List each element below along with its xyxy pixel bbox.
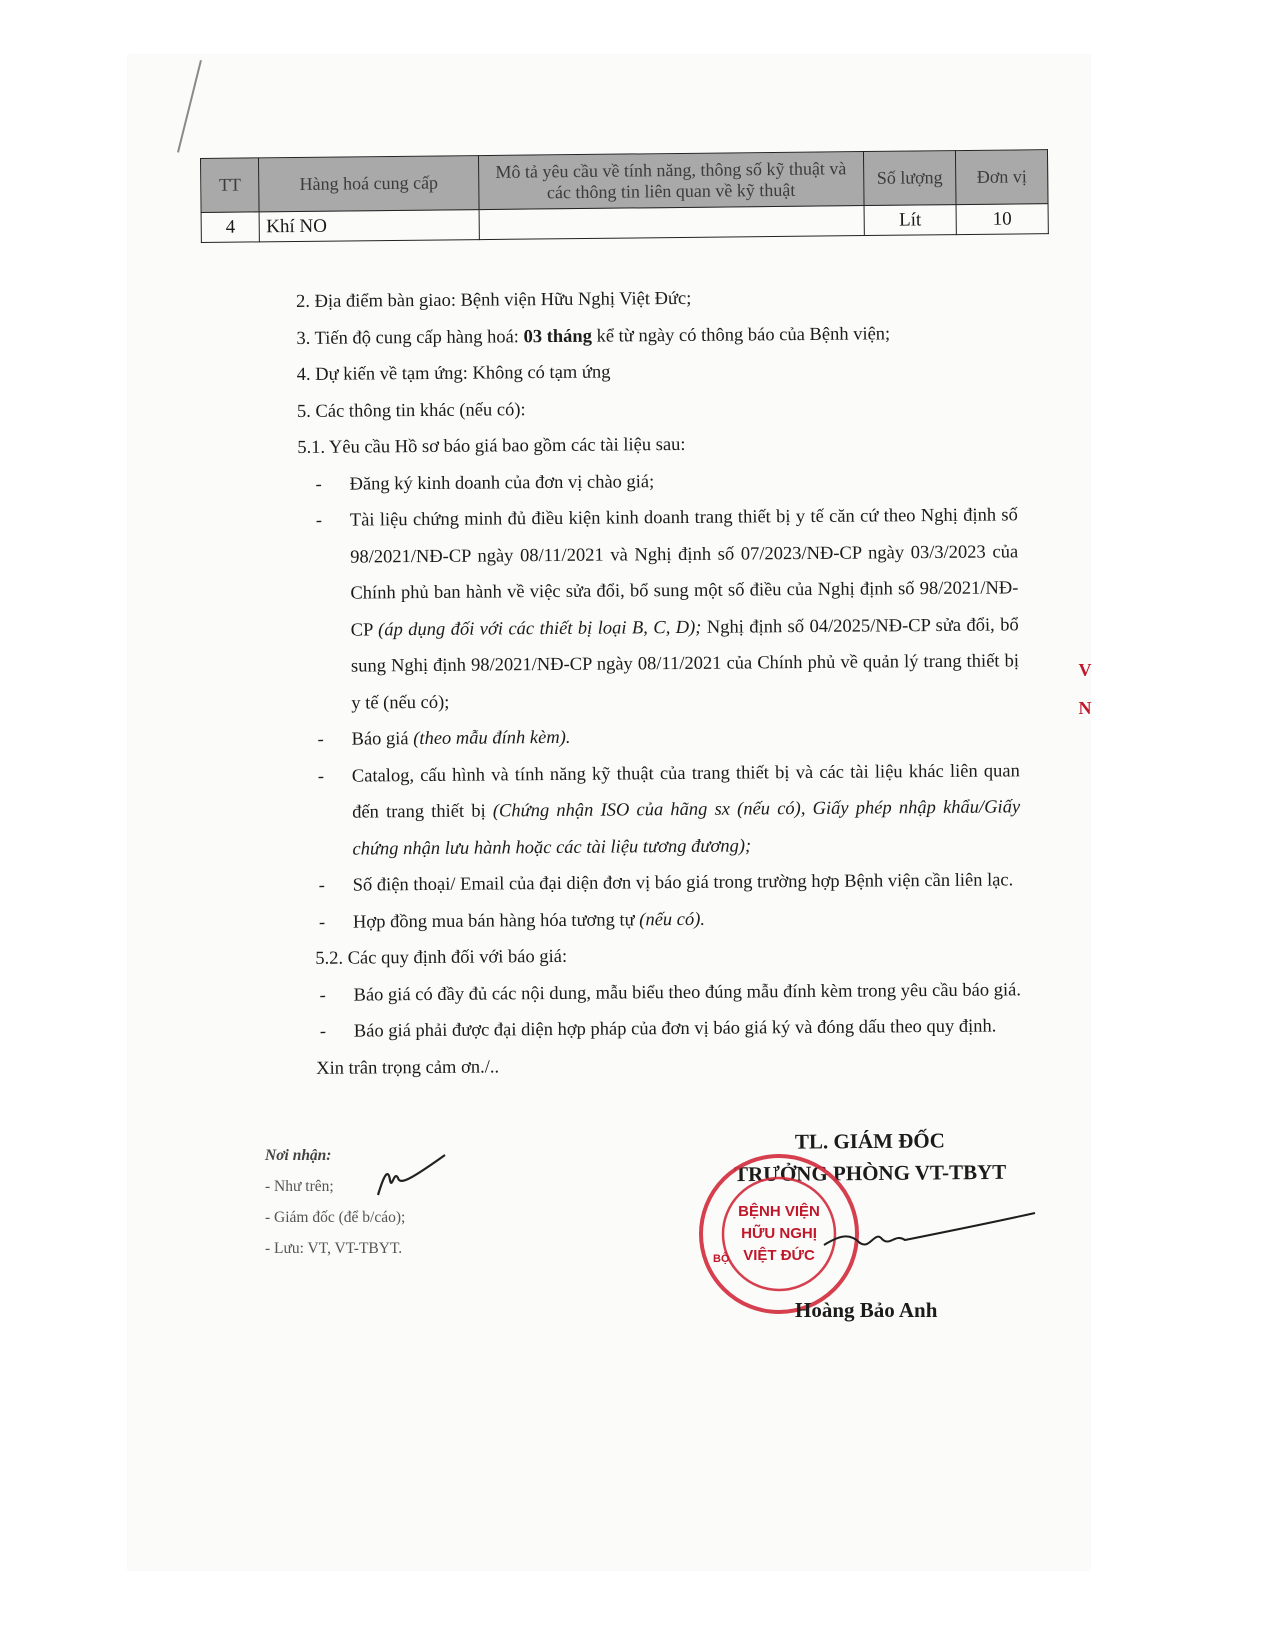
list-item	[298, 497, 1020, 722]
bullet-dash: -	[319, 985, 326, 1006]
b6-text: Hợp đồng mua bán hàng hóa tương tự	[352, 909, 640, 933]
col-goods: Hàng hoá cung cấp	[259, 156, 479, 212]
b3-text: Báo giá	[351, 729, 414, 750]
bullet-dash: -	[319, 1021, 327, 1042]
b2-text: Tài liệu chứng minh đủ điều kiện kinh doanh trang thiết bị y tế căn cứ theo Nghị định số 98/2021/NĐ-CP ngày 08/11/2021 và Nghị định số 07/2023/NĐ-CP ngày 03/3/2023 của Chính phủ ban hành về việc sửa đổi, bổ sung một số điều của Nghị định số 98/2021/NĐ-CP	[349, 505, 1019, 641]
document-body	[296, 278, 1022, 1087]
col-description: Mô tả yêu cầu về tính năng, thông số kỹ thuật và các thông tin liên quan về kỹ thuật	[478, 152, 864, 210]
bullet-dash: -	[317, 729, 324, 750]
col-quantity: Số lượng	[863, 151, 956, 206]
list-item	[302, 1008, 1022, 1050]
cell-tt: 4	[201, 212, 260, 243]
table-header-row	[201, 150, 1049, 213]
cell-unit: 10	[956, 204, 1048, 235]
bullet-dash: -	[317, 766, 325, 787]
bullet-dash: -	[315, 474, 322, 495]
item3-bold: 03 tháng	[523, 326, 592, 347]
signer-name: Hoàng Bảo Anh	[795, 1298, 938, 1322]
edge-stamp-marks	[1070, 595, 1100, 727]
stamp-line-3: VIỆT ĐỨC	[743, 1247, 815, 1264]
bullet-text: Báo giá phải được đại diện hợp pháp của đơn vị báo giá ký và đóng dấu theo quy định.	[353, 1016, 997, 1042]
item3-post: kể từ ngày có thông báo của Bệnh viện;	[591, 323, 891, 347]
bullet-dash: -	[318, 875, 325, 896]
cell-description	[479, 206, 865, 240]
bullet-dash: -	[318, 912, 326, 933]
bullet-text: Số điện thoại/ Email của đại diện đơn vị báo giá trong trường hợp Bệnh viện cần liên lạc.	[352, 870, 1014, 896]
item-supply-schedule	[296, 315, 1016, 357]
list-item	[299, 716, 1019, 758]
b6-italic: (nếu có).	[639, 909, 706, 930]
list-item	[301, 972, 1021, 1014]
goods-table	[200, 149, 1049, 243]
item-5-1: 5.1. Yêu cầu Hồ sơ báo giá bao gồm các tài liệu sau:	[297, 434, 686, 458]
b3-italic: (theo mẫu đính kèm).	[413, 727, 571, 750]
signature-title: TL. GIÁM ĐỐC	[794, 1128, 945, 1154]
recipients-header: Nơi nhận:	[265, 1147, 332, 1164]
edge-mark: N	[1078, 698, 1092, 718]
b2-italic: (áp dụng đối với các thiết bị loại B, C, D);	[378, 617, 702, 640]
bullet-text: Đăng ký kinh doanh của đơn vị chào giá;	[349, 471, 655, 495]
stamp-edge-text: BỘ	[713, 1253, 730, 1265]
recipient-item: - Giám đốc (để b/cáo);	[265, 1209, 406, 1226]
bullet-text	[350, 497, 1020, 721]
b4-italic: (Chứng nhận ISO của hãng sx (nếu có), Giấy phép nhập khẩu/Giấy chứng nhận lưu hành hoặc các tài liệu tương đương);	[352, 797, 1021, 860]
closing-line: Xin trân trọng cảm ơn./..	[316, 1056, 500, 1079]
edge-mark: V	[1078, 660, 1092, 680]
item-advance: 4. Dự kiến về tạm ứng: Không có tạm ứng	[296, 362, 611, 385]
director-signature	[820, 1205, 1040, 1265]
col-tt: TT	[201, 158, 260, 213]
item-delivery-location: 2. Địa điểm bàn giao: Bệnh viện Hữu Nghị Việt Đức;	[296, 288, 692, 312]
b2-post: Nghị định số 04/2025/NĐ-CP sửa đổi, bổ sung Nghị định 98/2021/NĐ-CP ngày 08/11/2021 của Chính phủ về quản lý trang thiết bị y tế (nếu có);	[350, 614, 1020, 714]
b4-text: Catalog, cấu hình và tính năng kỹ thuật của trang thiết bị và các tài liệu khác liên quan đến trang thiết bị	[351, 760, 1020, 823]
list-item	[300, 753, 1021, 868]
list-item	[297, 461, 1017, 503]
stamp-line-2: HỮU NGHỊ	[741, 1225, 817, 1242]
cell-goods: Khí NO	[260, 210, 479, 242]
bullet-text: Báo giá có đầy đủ các nội dung, mẫu biểu theo đúng mẫu đính kèm trong yêu cầu báo giá.	[353, 979, 1022, 1006]
cell-quantity: Lít	[864, 205, 956, 236]
bullet-dash: -	[315, 510, 323, 531]
col-unit: Đơn vị	[956, 150, 1048, 205]
signature-position: TRƯỞNG PHÒNG VT-TBYT	[733, 1159, 1007, 1187]
recipient-item: - Lưu: VT, VT-TBYT.	[265, 1240, 403, 1257]
bullet-text	[352, 753, 1021, 868]
list-item	[301, 899, 1021, 941]
stamp-line-1: BỆNH VIỆN	[738, 1203, 820, 1220]
list-item	[301, 862, 1021, 904]
bullet-text	[351, 716, 1019, 758]
item-5-2: 5.2. Các quy định đối với báo giá:	[315, 946, 568, 969]
item3-text: 3. Tiến độ cung cấp hàng hoá:	[296, 326, 524, 349]
item-other-info: 5. Các thông tin khác (nếu có):	[296, 399, 526, 422]
bullet-text	[353, 899, 1021, 941]
initial-signature	[370, 1150, 450, 1200]
recipient-item: - Như trên;	[265, 1178, 334, 1195]
